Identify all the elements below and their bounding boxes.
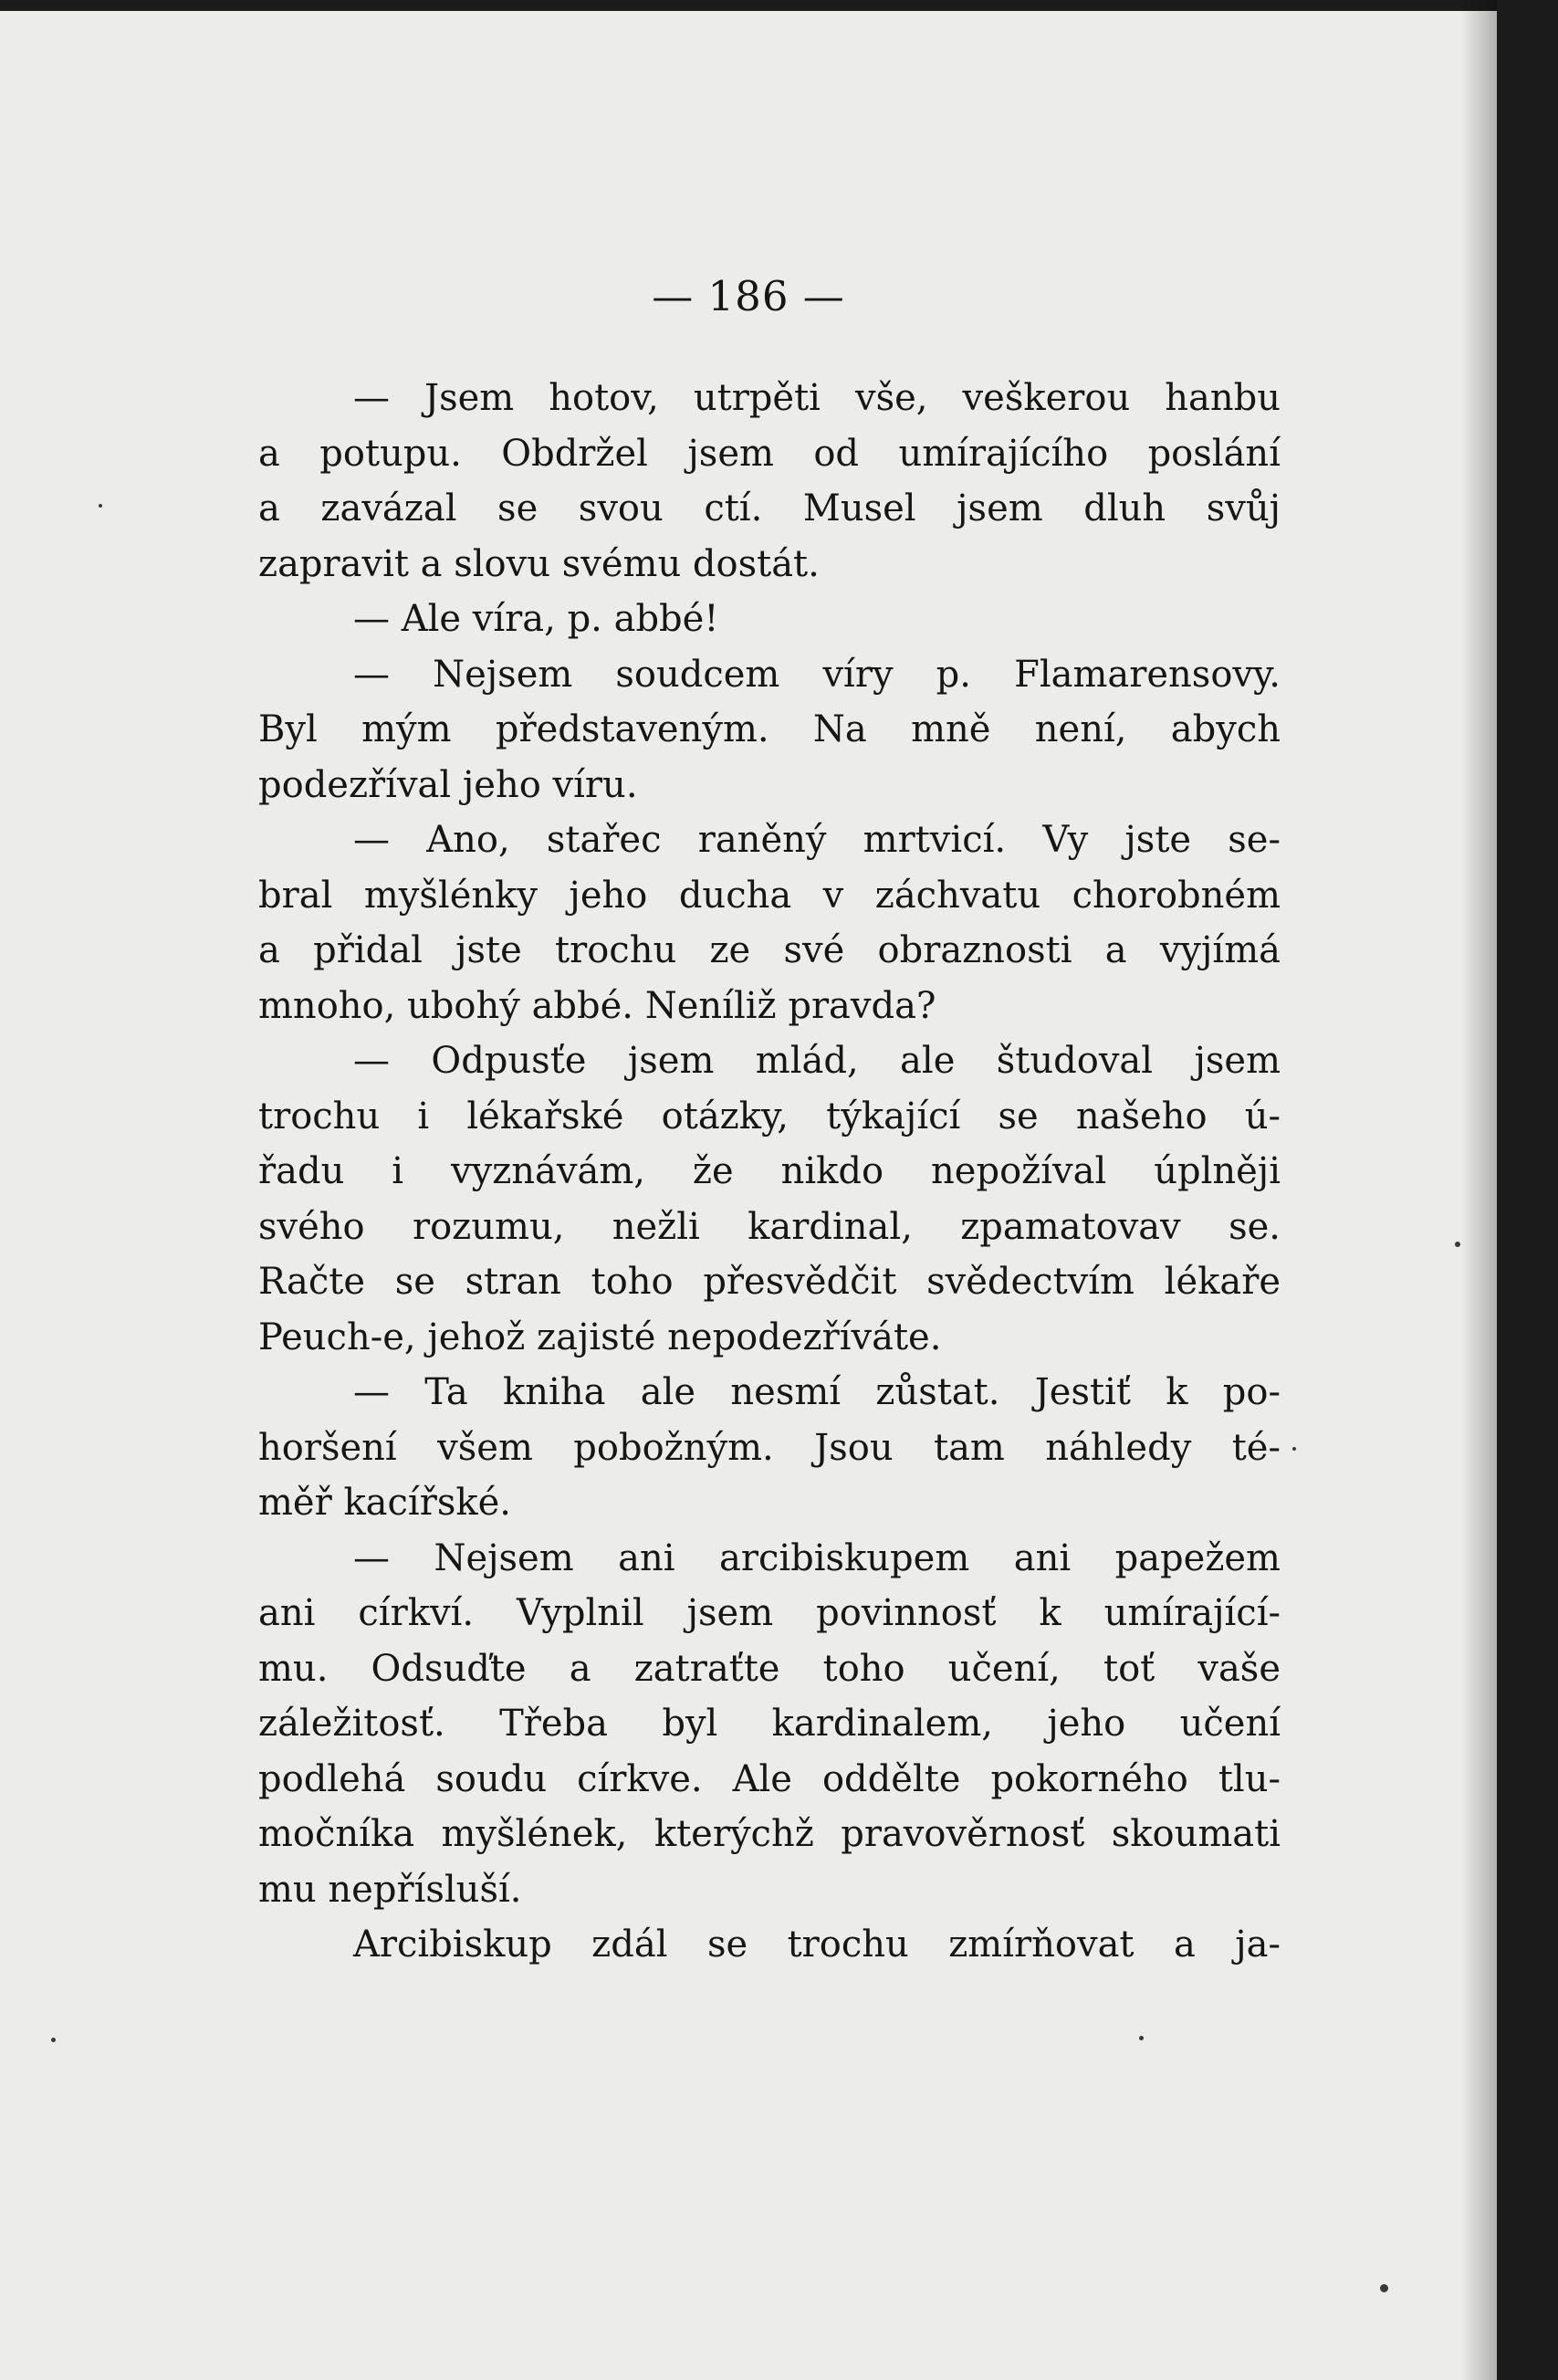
- text-line: — Nejsem ani arcibiskupem ani papežem: [353, 1536, 1281, 1579]
- text-line: trochu i lékařské otázky, týkající se našeho ú-: [258, 1095, 1281, 1138]
- text-line: mnoho, ubohý abbé. Neníliž pravda?: [258, 984, 936, 1027]
- scan-right-border: [1497, 0, 1558, 2380]
- scan-speck: [51, 2038, 56, 2042]
- scan-speck: [1455, 1242, 1460, 1247]
- text-line: podlehá soudu církve. Ale oddělte pokorného tlu-: [258, 1757, 1281, 1800]
- scan-speck: [99, 504, 102, 508]
- page-number: — 186 —: [652, 272, 845, 320]
- text-line: Peuch-e, jehož zajisté nepodezříváte.: [258, 1316, 942, 1358]
- text-line: a zavázal se svou ctí. Musel jsem dluh svůj: [258, 488, 1281, 529]
- text-line: — Jsem hotov, utrpěti vše, veškerou hanbu: [353, 377, 1281, 419]
- text-line: záležitosť. Třeba byl kardinalem, jeho učení: [258, 1703, 1281, 1745]
- scan-top-edge: [0, 0, 1497, 11]
- text-line: — Ano, stařec raněný mrtvicí. Vy jste se-: [353, 819, 1281, 861]
- body-text: [258, 371, 1281, 1973]
- text-line: močníka myšlének, kterýchž pravověrnosť skoumati: [258, 1813, 1281, 1855]
- text-line: bral myšlénky jeho ducha v záchvatu chorobném: [258, 874, 1281, 917]
- text-line: a přidal jste trochu ze své obraznosti a vyjímá: [258, 929, 1281, 971]
- text-line: horšení všem pobožným. Jsou tam náhledy té-: [258, 1426, 1281, 1469]
- scan-speck: [1139, 2036, 1144, 2040]
- text-line: — Ta kniha ale nesmí zůstat. Jestiť k po-: [353, 1371, 1281, 1413]
- text-line: ani církví. Vyplnil jsem povinnosť k umírající-: [258, 1592, 1281, 1634]
- scan-speck: [1380, 2284, 1388, 2292]
- text-line: a potupu. Obdržel jsem od umírajícího poslání: [258, 432, 1281, 475]
- text-line: — Nejsem soudcem víry p. Flamarensovy.: [353, 653, 1281, 696]
- text-line: měř kacířské.: [258, 1482, 511, 1524]
- text-line: zapravit a slovu svému dostát.: [258, 542, 820, 585]
- text-line: Arcibiskup zdál se trochu zmírňovat a ja-: [353, 1924, 1281, 1966]
- text-line: mu nepřísluší.: [258, 1868, 522, 1911]
- text-line: řadu i vyznávám, že nikdo nepožíval úplněji: [258, 1150, 1281, 1192]
- scan-speck: [1292, 1447, 1296, 1451]
- text-line: Byl mým představeným. Na mně není, abych: [258, 708, 1281, 750]
- text-line: svého rozumu, nežli kardinal, zpamatovav se.: [258, 1205, 1281, 1248]
- text-line: podezříval jeho víru.: [258, 763, 638, 806]
- text-line: — Ale víra, p. abbé!: [353, 598, 719, 640]
- text-line: — Odpusťe jsem mlád, ale študoval jsem: [353, 1040, 1281, 1082]
- text-line: mu. Odsuďte a zatraťte toho učení, toť vaše: [258, 1647, 1281, 1690]
- page-edge-shadow: [1460, 0, 1497, 2380]
- text-line: Račte se stran toho přesvědčit svědectvím lékaře: [258, 1261, 1281, 1303]
